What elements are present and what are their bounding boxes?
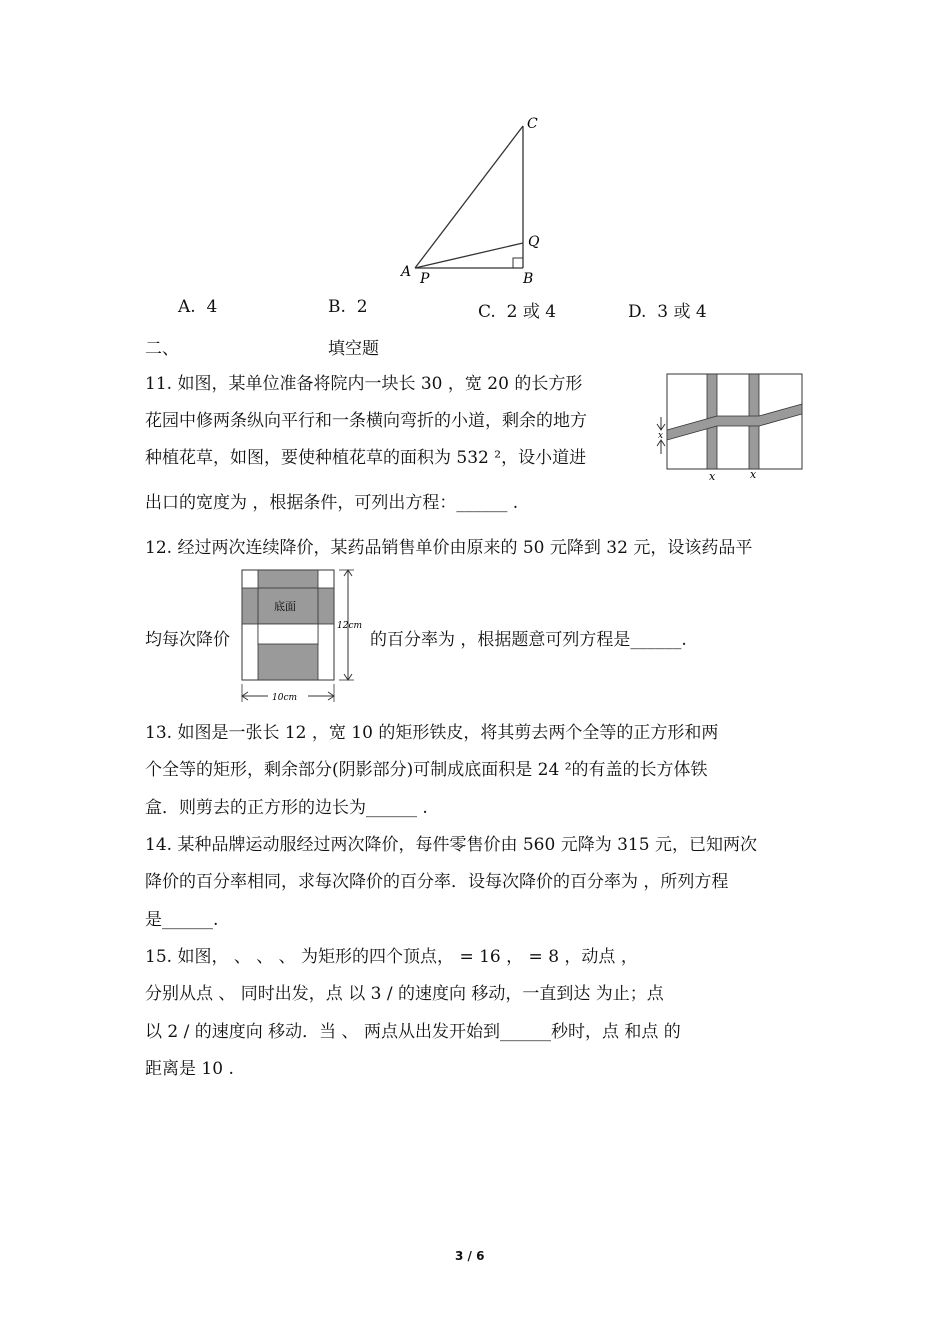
q14-line-2: 降价的百分率相同，求每次降价的百分率．设每次降价的百分率为 ，所列方程	[145, 872, 729, 892]
q12-line-1: 12. 经过两次连续降价，某药品销售单价由原来的 50 元降到 32 元，设该药品平	[145, 538, 753, 558]
option-b: B. 2	[328, 297, 368, 317]
label-a: A	[401, 264, 412, 280]
q12-line-2-right: 的百分率为 ，根据题意可列方程是______.	[370, 630, 687, 650]
q15-line-4: 距离是 10 .	[145, 1059, 234, 1079]
label-x-side: x	[658, 431, 664, 441]
garden-figure	[655, 372, 805, 484]
q15-line-2: 分别从点 、 同时出发，点 以 3 / 的速度向 移动，一直到达 为止；点	[145, 984, 664, 1004]
label-base: 底面	[274, 600, 296, 613]
q15-line-1: 15. 如图， 、 、 、 为矩形的四个顶点， = 16 ， = 8 ，动点 ，	[145, 947, 638, 967]
label-p: P	[420, 271, 430, 287]
label-x-bottom-1: x	[709, 470, 716, 483]
label-q: Q	[528, 234, 540, 250]
q11-line-1: 11. 如图，某单位准备将院内一块长 30 ，宽 20 的长方形	[145, 374, 583, 394]
q14-line-3: 是______.	[145, 910, 219, 930]
q11-line-4: 出口的宽度为 ，根据条件，可列出方程：______ .	[145, 493, 519, 513]
q13-line-1: 13. 如图是一张长 12 ，宽 10 的矩形铁皮，将其剪去两个全等的正方形和两	[145, 723, 719, 743]
label-x-bottom-2: x	[750, 468, 757, 481]
label-b: B	[523, 271, 534, 287]
q14-line-1: 14. 某种品牌运动服经过两次降价，每件零售价由 560 元降为 315 元，已知两次	[145, 835, 757, 855]
label-c: C	[527, 116, 538, 132]
section-title: 填空题	[328, 339, 379, 359]
q15-line-3: 以 2 / 的速度向 移动．当 、 两点从出发开始到______秒时，点 和点 的	[145, 1022, 681, 1042]
q11-line-2: 花园中修两条纵向平行和一条横向弯折的小道，剩余的地方	[145, 411, 587, 431]
q13-line-3: 盒．则剪去的正方形的边长为______ .	[145, 798, 428, 818]
q13-line-2: 个全等的矩形，剩余部分(阴影部分)可制成底面积是 24 ²的有盖的长方体铁	[145, 760, 708, 780]
triangle-figure	[395, 108, 555, 288]
label-height: 12cm	[337, 621, 363, 631]
label-width: 10cm	[272, 693, 298, 703]
section-number: 二、	[145, 339, 179, 359]
option-a: A. 4	[178, 297, 218, 317]
page-number: 3 / 6	[455, 1249, 485, 1263]
option-d: D. 3 或 4	[628, 302, 707, 322]
q12-line-2-left: 均每次降价	[145, 630, 230, 650]
box-net-figure	[238, 566, 366, 704]
q11-line-3: 种植花草，如图，要使种植花草的面积为 532 ²，设小道进	[145, 448, 587, 468]
option-c: C. 2 或 4	[478, 302, 557, 322]
